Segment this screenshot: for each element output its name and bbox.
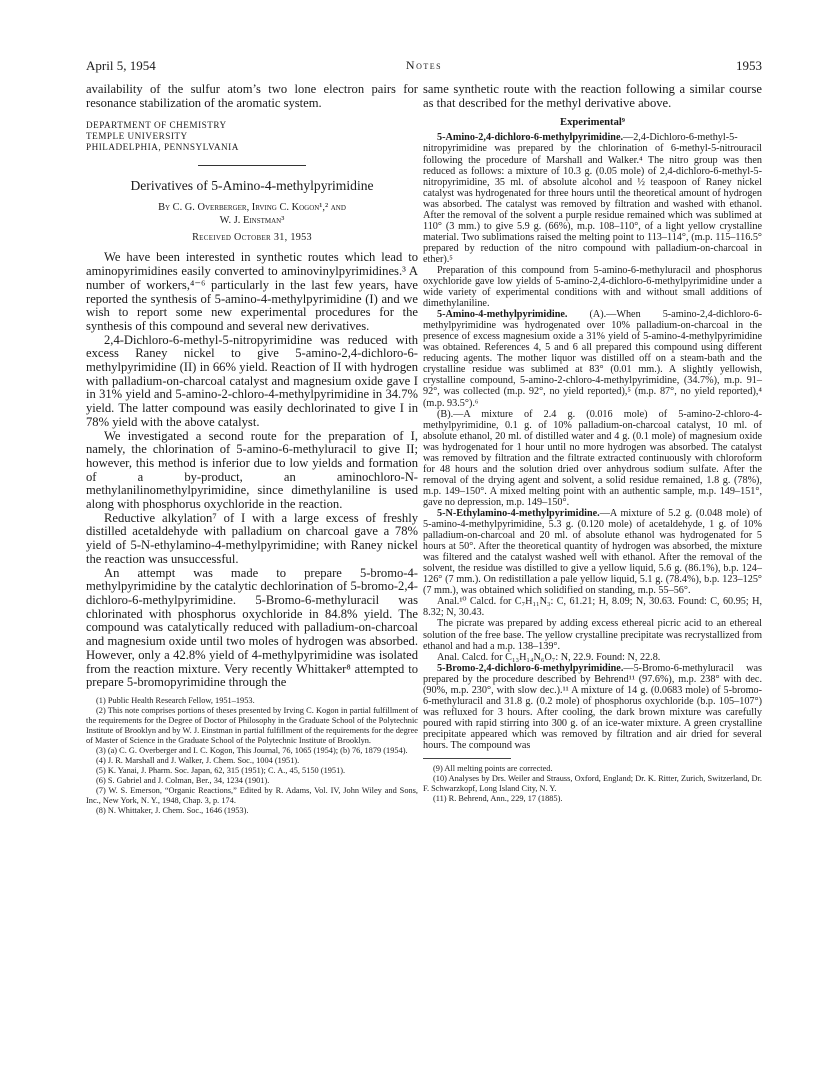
right-column — [423, 83, 762, 804]
compound-heading: 5-N-Ethylamino-4-methylpyrimidine. — [437, 508, 600, 519]
authors — [86, 201, 418, 227]
footnote: (3) (a) C. G. Overberger and I. C. Kogon, This Journal, 76, 1065 (1954); (b) 76, 1879 (1954). — [96, 746, 408, 756]
paragraph-text: (A).—When 5-amino-2,4-dichloro-6-methylpyrimidine was hydrogenated over 10% palladium-on-charcoal in the presence of excess magnesium oxide a 31% yield of 5-amino-4-methylpyrimidine was obtained. References 4, 5 and 6 all prepared this compound using different reducing agents. The mother liquor was distilled off on a steam-bath and the crystalline residue was sublimed at 83° (0.01 mm.). A slightly yellowish, crystalline compound, 5-amino-2-chloro-4-methylpyrimidine, (34.7%), m.p. 91–92°, was collected (m.p. 92°, no yield reported),⁵ (m.p. 87°, no yield reported),⁴ (m.p. 93.5°).⁶ — [423, 309, 762, 409]
compound-heading: 5-Amino-2,4-dichloro-6-methylpyrimidine. — [437, 132, 624, 144]
section-divider — [198, 165, 306, 166]
footnote: (9) All melting points are corrected. — [433, 764, 553, 774]
compound-heading: 5-Amino-4-methylpyrimidine. — [437, 309, 568, 321]
footnote-divider — [423, 758, 511, 759]
paragraph-text: —A mixture of 5.2 g. (0.048 mole) of 5-amino-4-methylpyrimidine, 5.3 g. (0.120 mole) of acetaldehyde, 1 g. of 10% palladium-on-charcoal and 20 ml. of absolute ethanol was hydrogenated for 5 hours at 50°. After the theoretical quantity of hydrogen was absorbed, the mixture was filtered and the catalyst washed well with ethanol. After the removal of the solvent, the residue was distilled to give a yellow liquid, 5.6 g. (86.1%), b.p. 124–126° (7 mm.). On redistillation a pale yellow liquid, 5.1 g. (78.4%), b.p. 123–125° (7 mm.), was obtained which solidified on standing, m.p. 55–56°. — [423, 508, 762, 597]
paragraph — [423, 508, 762, 596]
paragraph: Reductive alkylation⁷ of I with a large excess of freshly distilled acetaldehyde with palladium on charcoal gave a 78% yield of 5-N-ethylamino-4-methylpyrimidine; with Raney nickel the reaction was unsuccessful. — [86, 510, 418, 566]
footnote: (11) R. Behrend, Ann., 229, 17 (1885). — [433, 794, 563, 804]
paragraph: We investigated a second route for the preparation of I, namely, the chlorination of 5-amino-6-methyluracil to give II; however, this method is inferior due to low yields and formation of a by-product, an aminochloro-N-methylanilinomethylpyrimidine, since dimethylaniline is used along with phosphorus oxychloride in the reaction. — [86, 428, 418, 512]
affiliation — [86, 120, 418, 153]
footnote: (6) S. Gabriel and J. Colman, Ber., 34, 1234 (1901). — [96, 776, 270, 786]
footnote: (10) Analyses by Drs. Weiler and Strauss, Oxford, England; Dr. K. Ritter, Zurich, Switzerland, Dr. F. Schwarzkopf, Long Island City, N. Y. — [423, 774, 762, 794]
analysis-line: Anal.¹⁰ Calcd. for C₇H₁₁N₃: C, 61.21; H, 8.09; N, 30.63. Found: C, 60.95; H, 8.32; N, 30.43. — [423, 596, 762, 619]
paragraph-text: —2,4-Dichloro-6-methyl-5-nitropyrimidine was prepared by the chlorination of 6-methyl-5-nitrouracil following the procedure of Marshall and Walker.⁴ The nitro group was then reduced as follows: a mixture of 10.3 g. (0.05 mole) of 2,4-dichloro-6-methyl-5-nitropyrimidine, 35 ml. of absolute alcohol and ½ teaspoon of Raney nickel catalyst was hydrogenated for three hours until the theoretical amount of hydrogen was absorbed. The catalyst was removed by filtration and washed with ethanol. After the removal of the solvent a purple residue remained which was sublimed at 110° (3 mm.) to give 5.9 g. (66%), m.p. 108–110°, of a light yellow crystalline material. Two sublimations raised the melting point to 113–114°, (m.p. 115–116.5° prepared by reduction of the nitro compound with palladium-on-charcoal in ether).⁵ — [423, 132, 762, 265]
paragraph — [423, 663, 762, 751]
header-date: April 5, 1954 — [86, 58, 156, 73]
affiliation-line: TEMPLE UNIVERSITY — [86, 131, 188, 142]
running-header — [86, 58, 762, 76]
footnote: (5) K. Yanai, J. Pharm. Soc. Japan, 62, 315 (1951); C. A., 45, 5150 (1951). — [96, 766, 346, 776]
header-section: Notes — [405, 58, 443, 72]
paragraph: 2,4-Dichloro-6-methyl-5-nitropyrimidine was reduced with excess Raney nickel to give 5-amino-2,4-dichloro-6-methylpyrimidine (II) in 66% yield. Reaction of II with hydrogen with palladium-on-charcoal catalyst and magnesium oxide gave I in 31% yield and 5-amino-2-chloro-4-methylpyrimidine in 34.7% yield. The latter compound was easily dechlorinated to give I in 78% yield with the above catalyst. — [86, 332, 418, 429]
paragraph — [423, 132, 762, 265]
footnotes — [423, 764, 762, 804]
paragraph: An attempt was made to prepare 5-bromo-4-methylpyrimidine by the catalytic dechlorination of 5-bromo-2,4-dichloro-6-methylpyrimidine. 5-Bromo-6-methyluracil was chlorinated with phosphorus oxychloride in 84.8% yield. The compound was catalytically reduced with palladium-on-charcoal and magnesium oxide until two moles of hydrogen was absorbed. However, only a 42.8% yield of 4-methylpyrimidine was isolated from the reaction mixture. Very recently Whittaker⁸ attempted to prepare 5-bromopyrimidine through the — [86, 565, 418, 690]
footnotes — [86, 696, 418, 817]
header-page-number: 1953 — [736, 58, 762, 73]
article-title: Derivatives of 5-Amino-4-methylpyrimidine — [130, 178, 374, 194]
footnote: (4) J. R. Marshall and J. Walker, J. Chem. Soc., 1004 (1951). — [96, 756, 300, 766]
left-column — [86, 83, 418, 816]
paragraph: We have been interested in synthetic routes which lead to aminopyrimidines easily converted to aminovinylpyrimidines.³ A number of workers,⁴⁻⁶ particularly in the last few years, have reported the synthesis of 5-amino-4-methylpyrimidine (I) and we wish to report some new experimental procedures for the synthesis of this compound and several new derivatives. — [86, 250, 418, 333]
footnote: (8) N. Whittaker, J. Chem. Soc., 1646 (1953). — [96, 806, 249, 816]
paragraph: Preparation of this compound from 5-amino-6-methyluracil and phosphorus oxychloride gave low yields of 5-amino-2,4-dichloro-6-methylpyrimidine under a wide variety of experimental conditions with and without small additions of dimethylaniline. — [423, 264, 762, 310]
footnote: (1) Public Health Research Fellow, 1951–1953. — [96, 695, 255, 705]
affiliation-line: PHILADELPHIA, PENNSYLVANIA — [86, 142, 239, 153]
authors-line: W. J. Einstman³ — [219, 215, 285, 227]
analysis-line: Anal. Calcd. for C₁₃H₁₄N₆O₇: N, 22.9. Found: N, 22.8. — [437, 651, 661, 663]
paragraph — [423, 309, 762, 408]
paragraph: (B).—A mixture of 2.4 g. (0.016 mole) of 5-amino-2-chloro-4-methylpyrimidine, 0.1 g. of 10% palladium-on-charcoal catalyst, 10 ml. of absolute ethanol, 20 ml. of distilled water and 4 g. (0.1 mole) of magnesium oxide was hydrogenated for 1 hour until no more hydrogen was absorbed. The catalyst was removed by filtration and the filtrate extracted continuously with chloroform for 48 hours and the solution dried over anhydrous sodium sulfate. After the removal of the drying agent and solvent, a solid residue remained, 1.8 g. (78%), m.p. 149–150°. A mixed melting point with an authentic sample, m.p. 149–151°, gave no depression, m.p. 149–150°. — [423, 408, 762, 508]
compound-heading: 5-Bromo-2,4-dichloro-6-methylpyrimidine. — [437, 662, 624, 674]
affiliation-line: DEPARTMENT OF CHEMISTRY — [86, 120, 227, 131]
continuation-text: availability of the sulfur atom’s two lone electron pairs for resonance stabilization of the aromatic system. — [86, 82, 418, 110]
authors-line: By C. G. Overberger, Irving C. Kogon¹,² and — [158, 202, 346, 214]
continuation-text: same synthetic route with the reaction following a similar course as that described for the methyl derivative above. — [423, 82, 762, 110]
paragraph-text: —5-Bromo-6-methyluracil was prepared by the procedure described by Behrend¹¹ (97.6%), m.p. 238° with dec. (90%, m.p. 230°, with slow dec.).¹¹ A mixture of 14 g. (0.0683 mole) of 5-bromo-6-methyluracil and 31.8 g. (0.2 mole) of phosphorus oxychloride (b.p. 105–107°) was refluxed for 3 hours. After cooling, the dark brown mixture was carefully poured with rapid stirring into 300 g. of an ice-water mixture. A green crystalline precipitate appeared which was removed by filtration and air dried for several hours. The compound was — [423, 662, 762, 751]
section-heading: Experimental⁹ — [560, 117, 625, 129]
paragraph: The picrate was prepared by adding excess ethereal picric acid to an ethereal solution of the free base. The yellow crystalline precipitate was recrystallized from ethanol and had a m.p. 138–139°. — [423, 618, 762, 652]
footnote: (7) W. S. Emerson, “Organic Reactions,” Edited by R. Adams, Vol. IV, John Wiley and Sons, Inc., New York, N. Y., 1948, Chap. 3, p. 174. — [86, 786, 418, 806]
received-date: Received October 31, 1953 — [192, 232, 312, 244]
footnote: (2) This note comprises portions of theses presented by Irving C. Kogon in partial fulfillment of the requirements for the Degree of Doctor of Philosophy in the Graduate School of the Polytechnic Institute of Brooklyn and by W. J. Einstman in partial fulfillment of the requirements for the degree of Master of Science in the Graduate School of the Polytechnic Institute of Brooklyn. — [86, 705, 418, 746]
